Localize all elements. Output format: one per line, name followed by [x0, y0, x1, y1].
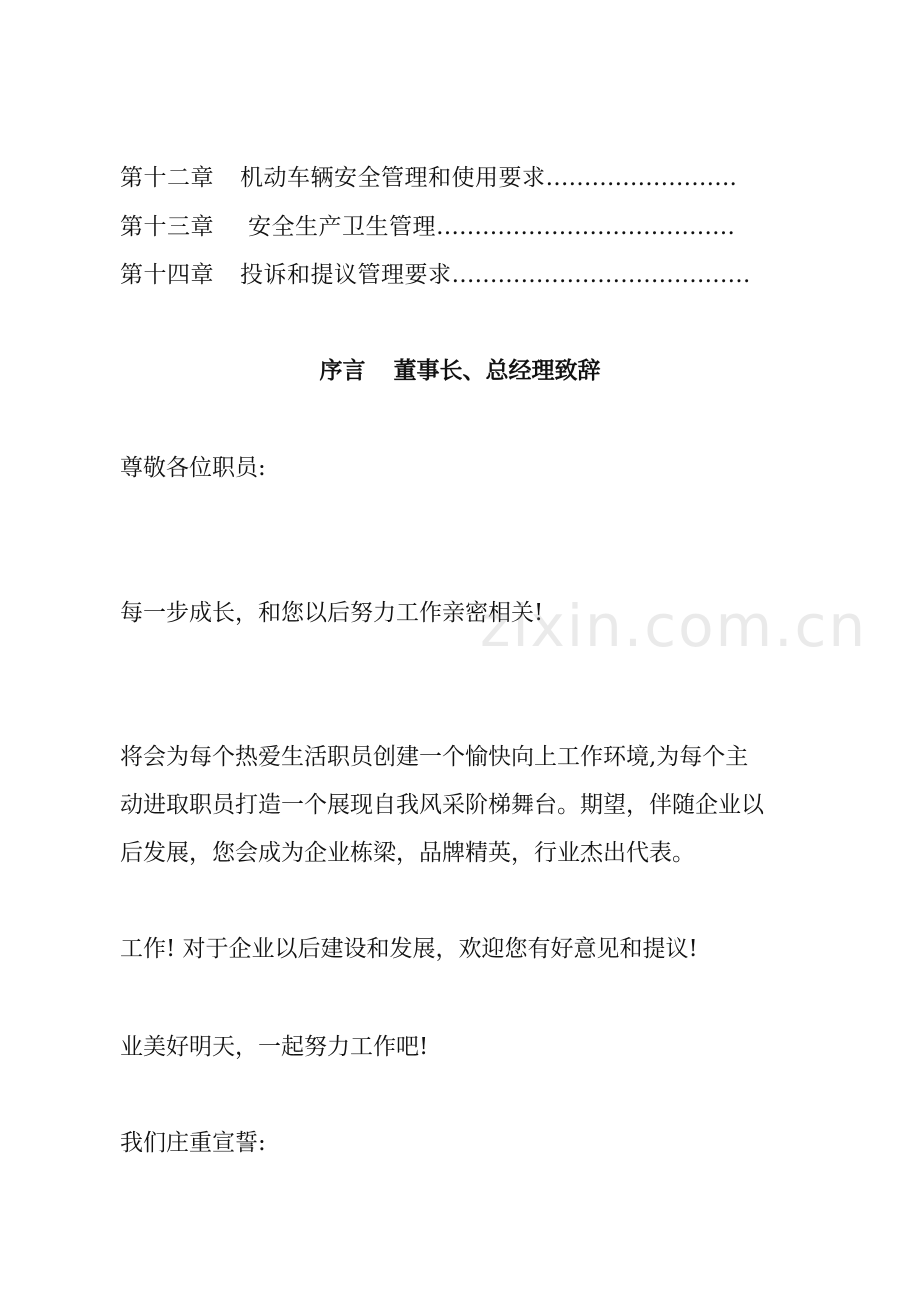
toc-chapter: 第十三章 [120, 214, 214, 240]
paragraph-1-line-3: 每一步成长，和您以后努力工作亲密相关! [120, 600, 544, 626]
toc-leader-dots: ………………………………… [451, 262, 751, 288]
toc-title: 投诉和提议管理要求 [240, 262, 452, 288]
paragraph-4-line-2: 业美好明天，一起努力工作吧! [120, 1034, 429, 1060]
toc-title: 机动车辆安全管理和使用要求 [240, 165, 546, 191]
paragraph-2-line-3: 将会为每个热爱生活职员创建一个愉快向上工作环境,为每个主 [120, 744, 749, 770]
oath-line: 我们庄重宣誓: [120, 1130, 266, 1156]
paragraph-3-line-2: 工作! 对于企业以后建设和发展，欢迎您有好意见和提议! [120, 936, 698, 962]
paragraph-2-line-5: 后发展，您会成为企业栋梁，品牌精英，行业杰出代表。 [120, 840, 695, 866]
toc-item-12 [120, 162, 810, 194]
toc-title: 安全生产卫生管理 [248, 214, 436, 240]
watermark: zixin.com.cn [480, 592, 868, 660]
toc-chapter: 第十二章 [120, 165, 214, 191]
toc-chapter: 第十四章 [120, 262, 214, 288]
heading-preface: 序言 [319, 358, 366, 384]
salutation: 尊敬各位职员: [120, 455, 266, 481]
paragraph-2-line-4: 动进取职员打造一个展现自我风采阶梯舞台。期望，伴随企业以 [120, 792, 764, 818]
toc-leader-dots: ………………………………… [436, 214, 735, 240]
toc-item-14 [120, 259, 810, 291]
toc-item-13 [120, 211, 810, 243]
heading-speech-title: 董事长、总经理致辞 [393, 358, 601, 384]
toc-leader-dots: ……………………. [545, 165, 737, 191]
section-heading [0, 355, 920, 387]
